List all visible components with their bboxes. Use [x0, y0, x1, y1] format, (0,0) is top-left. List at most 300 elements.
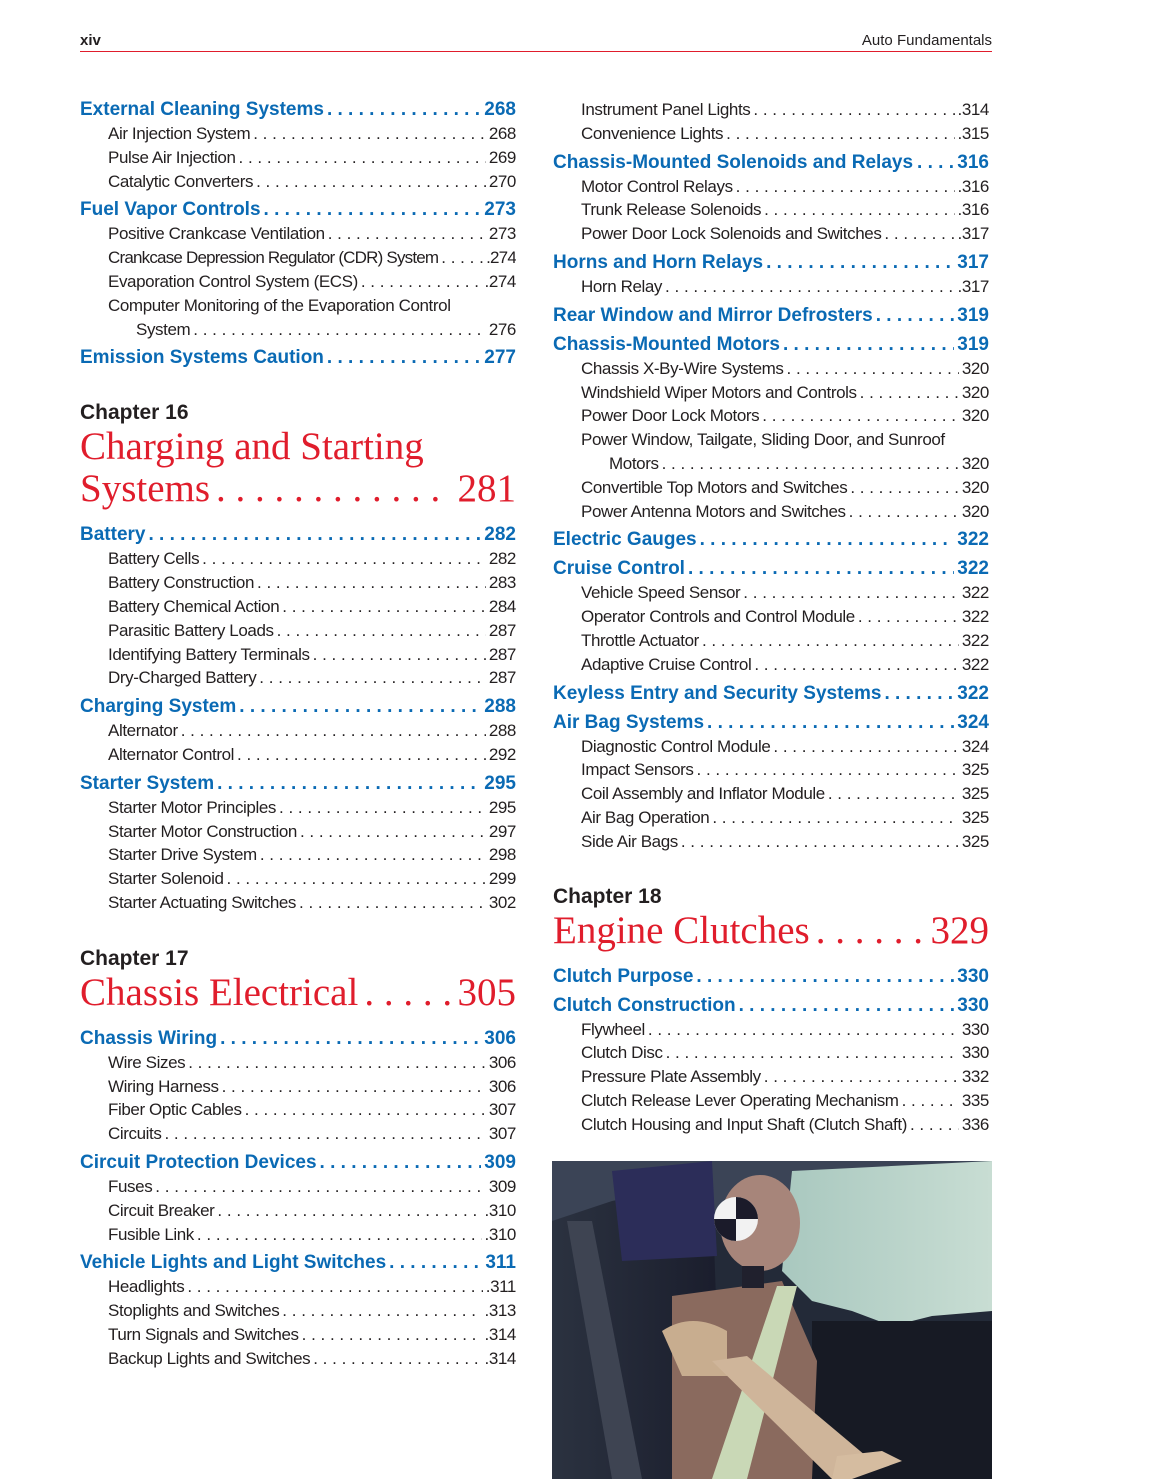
entry-title: Clutch Disc	[581, 1043, 663, 1063]
page-number: .313	[484, 1301, 516, 1321]
leader-dots	[773, 735, 958, 759]
page-number: .310	[484, 1224, 516, 1244]
section-title: External Cleaning Systems	[80, 99, 324, 120]
entry-title: Instrument Panel Lights	[581, 100, 751, 119]
toc-entry[interactable]	[553, 404, 989, 428]
page-number: 335	[961, 1090, 989, 1110]
leader-dots	[256, 170, 486, 194]
page-number: 299	[488, 869, 516, 889]
entry-title: Fuses	[108, 1176, 153, 1196]
chapter-label: Chapter 18	[553, 884, 662, 908]
toc-entry[interactable]	[80, 1323, 516, 1347]
page-number: 320	[961, 453, 989, 473]
entry-title: Crankcase Depression Regulator (CDR) System	[108, 248, 439, 268]
leader-dots	[245, 1098, 486, 1122]
page-number: 297	[488, 821, 516, 841]
toc-section[interactable]	[553, 528, 989, 552]
entry-title: Convertible Top Motors and Switches	[581, 477, 848, 497]
leader-dots	[193, 318, 486, 342]
leader-dots	[783, 333, 954, 357]
toc-section[interactable]	[80, 98, 516, 122]
toc-section[interactable]	[553, 682, 989, 706]
page-number: 311	[485, 1252, 516, 1274]
entry-title: Diagnostic Control Module	[581, 736, 771, 756]
entry-title: Alternator Control	[108, 744, 235, 764]
page-number: .317	[957, 276, 989, 296]
toc-entry[interactable]	[553, 275, 989, 299]
section-title: Horns and Horn Relays	[553, 251, 764, 273]
leader-dots	[697, 758, 959, 782]
page-number: 322	[961, 607, 989, 627]
page-number: .314	[484, 1348, 516, 1368]
toc-entry[interactable]	[80, 1275, 516, 1299]
toc-entry[interactable]	[80, 619, 516, 643]
page-number: 325	[961, 784, 989, 804]
leader-dots	[282, 1299, 481, 1323]
toc-section[interactable]	[553, 965, 989, 989]
page-number: 322	[961, 630, 989, 650]
section-title: Cruise Control	[553, 558, 685, 580]
chapter-title-text: Engine Clutches	[553, 909, 810, 952]
running-title: Auto Fundamentals	[861, 32, 992, 49]
chapter-title-line2: Systems	[80, 468, 211, 511]
section-title: Vehicle Lights and Light Switches	[80, 1252, 387, 1274]
chapter-title-continued[interactable]	[80, 468, 516, 510]
page-number: 320	[961, 358, 989, 378]
toc-entry[interactable]	[553, 381, 989, 405]
page-number: 288	[488, 721, 516, 741]
toc-entry[interactable]	[553, 758, 989, 782]
toc-right-column	[553, 98, 989, 1137]
leader-dots	[681, 830, 959, 854]
toc-section[interactable]	[553, 333, 989, 357]
toc-section[interactable]	[553, 304, 989, 328]
section-title: Circuit Protection Devices	[80, 1151, 317, 1173]
toc-entry[interactable]	[80, 246, 516, 270]
toc-entry[interactable]	[553, 1018, 989, 1042]
page-number: 322	[961, 654, 989, 674]
toc-entry[interactable]	[553, 605, 989, 629]
leader-dots	[764, 198, 954, 222]
leader-dots	[237, 743, 486, 767]
leader-dots	[648, 1018, 959, 1042]
page-number: 282	[488, 549, 516, 569]
toc-entry-wrapped[interactable]	[80, 294, 516, 318]
toc-entry[interactable]	[80, 1199, 516, 1223]
section-title: Clutch Construction	[553, 994, 736, 1016]
section-title: Air Bag Systems	[553, 711, 705, 733]
chapter-title[interactable]	[80, 972, 516, 1014]
section-title: Starter System	[80, 772, 215, 794]
section-title: Battery	[80, 524, 146, 546]
toc-section[interactable]	[553, 151, 989, 175]
toc-entry[interactable]	[553, 653, 989, 677]
page-number: 277	[484, 347, 516, 369]
leader-dots	[666, 1041, 959, 1065]
entry-title: Pressure Plate Assembly	[581, 1067, 761, 1087]
toc-entry[interactable]	[80, 595, 516, 619]
toc-entry[interactable]	[80, 643, 516, 667]
leader-dots	[707, 711, 954, 735]
toc-entry[interactable]	[553, 1041, 989, 1065]
toc-entry[interactable]	[80, 891, 516, 915]
page-number: .314	[957, 100, 989, 119]
toc-entry[interactable]	[553, 476, 989, 500]
entry-title: Circuit Breaker	[108, 1200, 215, 1220]
leader-dots	[257, 571, 486, 595]
page-number: 322	[957, 682, 989, 704]
page-number: 269	[488, 147, 516, 167]
toc-entry[interactable]	[553, 122, 989, 146]
page-number: 283	[488, 573, 516, 593]
page-number: 287	[488, 644, 516, 664]
section-title: Chassis-Mounted Motors	[553, 333, 780, 355]
leader-dots	[239, 146, 486, 170]
page-header	[80, 32, 992, 52]
entry-title: Air Injection System	[108, 124, 251, 143]
leader-dots	[662, 452, 959, 476]
toc-entry[interactable]	[553, 1065, 989, 1089]
toc-entry[interactable]	[80, 843, 516, 867]
leader-dots	[828, 782, 959, 806]
leader-dots	[313, 643, 486, 667]
entry-title: Turn Signals and Switches	[108, 1324, 299, 1344]
entry-title: Evaporation Control System (ECS)	[108, 271, 358, 291]
toc-entry[interactable]	[80, 1098, 516, 1122]
entry-title: Motor Control Relays	[581, 176, 733, 196]
toc-section[interactable]	[553, 557, 989, 581]
page-number: 273	[488, 224, 516, 244]
entry-title: Circuits	[108, 1124, 162, 1144]
leader-dots	[816, 910, 925, 952]
entry-title: Computer Monitoring of the Evaporation Control	[108, 295, 451, 315]
page-number: 316	[957, 151, 989, 173]
entry-title: Clutch Housing and Input Shaft (Clutch Shaft)	[581, 1114, 907, 1134]
section-title: Rear Window and Mirror Defrosters	[553, 304, 873, 326]
leader-dots	[753, 98, 954, 122]
toc-entry-continuation[interactable]	[553, 452, 989, 476]
entry-title: Wire Sizes	[108, 1052, 186, 1072]
leader-dots	[217, 1199, 481, 1223]
entry-title: Side Air Bags	[581, 831, 678, 851]
page-number: 302	[488, 892, 516, 912]
leader-dots	[739, 994, 955, 1018]
entry-title-continued: System	[136, 319, 191, 339]
page-number: 287	[488, 668, 516, 688]
toc-entry[interactable]	[80, 1347, 516, 1371]
leader-dots	[227, 867, 486, 891]
toc-entry[interactable]	[80, 796, 516, 820]
page-number: 288	[484, 696, 516, 718]
entry-title: Starter Actuating Switches	[108, 892, 297, 912]
entry-title: Operator Controls and Control Module	[581, 607, 855, 627]
page-number: 295	[488, 797, 516, 817]
leader-dots	[764, 1065, 959, 1089]
leader-dots	[328, 222, 486, 246]
entry-title: Parasitic Battery Loads	[108, 620, 274, 640]
leader-dots	[876, 304, 955, 328]
toc-entry[interactable]	[553, 735, 989, 759]
toc-entry[interactable]	[80, 1299, 516, 1323]
entry-title: Power Door Lock Motors	[581, 406, 760, 426]
entry-title: Starter Motor Principles	[108, 797, 277, 817]
section-title: Chassis Wiring	[80, 1027, 218, 1049]
section-title: Fuel Vapor Controls	[80, 199, 261, 221]
leader-dots	[320, 1151, 482, 1175]
entry-title: Dry-Charged Battery	[108, 668, 257, 688]
entry-title: Backup Lights and Switches	[108, 1348, 311, 1368]
toc-entry[interactable]	[80, 1051, 516, 1075]
toc-section[interactable]	[553, 711, 989, 735]
leader-dots	[277, 619, 486, 643]
toc-section[interactable]	[80, 346, 516, 370]
entry-title: Trunk Release Solenoids	[581, 200, 762, 220]
entry-title: Starter Solenoid	[108, 869, 224, 889]
entry-title: Fusible Link	[108, 1224, 194, 1244]
section-title: Chassis-Mounted Solenoids and Relays	[553, 151, 914, 173]
page-number: 320	[961, 477, 989, 497]
toc-entry[interactable]	[80, 743, 516, 767]
entry-title: Starter Drive System	[108, 845, 257, 865]
entry-title: Flywheel	[581, 1019, 645, 1039]
leader-dots	[202, 547, 486, 571]
leader-dots	[217, 772, 481, 796]
leader-dots	[787, 357, 959, 381]
leader-dots	[260, 843, 486, 867]
page-number: 325	[961, 831, 989, 851]
page-folio: xiv	[80, 32, 101, 49]
leader-dots	[188, 1051, 486, 1075]
leader-dots	[300, 820, 486, 844]
leader-dots	[302, 1323, 482, 1347]
entry-title: Coil Assembly and Inflator Module	[581, 784, 825, 804]
entry-title: Convenience Lights	[581, 123, 724, 143]
toc-entry[interactable]	[80, 719, 516, 743]
section-title: Keyless Entry and Security Systems	[553, 682, 882, 704]
toc-entry[interactable]	[553, 806, 989, 830]
page-number: 307	[488, 1124, 516, 1144]
leader-dots	[849, 500, 959, 524]
leader-dots	[220, 1027, 481, 1051]
toc-entry[interactable]	[80, 146, 516, 170]
toc-entry[interactable]	[80, 820, 516, 844]
toc-entry[interactable]	[553, 581, 989, 605]
toc-entry[interactable]	[553, 500, 989, 524]
leader-dots	[264, 198, 482, 222]
leader-dots	[279, 796, 486, 820]
leader-dots	[364, 972, 451, 1014]
page-number: 330	[957, 965, 989, 987]
toc-entry[interactable]	[80, 1175, 516, 1199]
entry-title: Chassis X-By-Wire Systems	[581, 358, 784, 378]
page-number: 284	[488, 596, 516, 616]
leader-dots	[327, 98, 481, 122]
page-number: 268	[488, 124, 516, 143]
page-number: 287	[488, 620, 516, 640]
chapter-label: Chapter 16	[80, 401, 189, 425]
entry-title: Vehicle Speed Sensor	[581, 583, 741, 603]
entry-title: Positive Crankcase Ventilation	[108, 224, 325, 244]
entry-title: Alternator	[108, 721, 178, 741]
section-title: Electric Gauges	[553, 529, 697, 551]
toc-entry[interactable]	[553, 175, 989, 199]
leader-dots	[259, 666, 486, 690]
leader-dots	[860, 381, 959, 405]
leader-dots	[181, 719, 486, 743]
toc-entry[interactable]	[553, 357, 989, 381]
toc-entry-wrapped[interactable]	[553, 428, 989, 452]
leader-dots	[197, 1223, 482, 1247]
entry-title: Battery Cells	[108, 549, 200, 569]
page-number: 306	[488, 1076, 516, 1096]
chapter-page-number: 329	[930, 909, 989, 952]
toc-section[interactable]	[80, 198, 516, 222]
page-number: 336	[961, 1114, 989, 1134]
page-number: 322	[957, 558, 989, 580]
leader-dots	[902, 1089, 959, 1113]
toc-entry[interactable]	[553, 98, 989, 122]
leader-dots	[858, 605, 959, 629]
page-number: .315	[957, 123, 989, 143]
page-number: 273	[484, 199, 516, 221]
toc-entry[interactable]	[553, 1113, 989, 1137]
entry-title: Impact Sensors	[581, 760, 694, 780]
toc-entry[interactable]	[80, 547, 516, 571]
page-number: 319	[957, 304, 989, 326]
leader-dots	[884, 682, 954, 706]
toc-entry[interactable]	[80, 571, 516, 595]
toc-section[interactable]	[553, 251, 989, 275]
page-number: 322	[961, 583, 989, 603]
toc-entry[interactable]	[553, 1089, 989, 1113]
page-number: 309	[488, 1176, 516, 1196]
entry-title: Throttle Actuator	[581, 630, 699, 650]
page-number: 295	[484, 772, 516, 794]
toc-section[interactable]	[80, 695, 516, 719]
leader-dots	[313, 1347, 481, 1371]
leader-dots	[736, 175, 955, 199]
page-number: .316	[957, 176, 989, 196]
leader-dots	[299, 891, 486, 915]
airbag-crash-test-photo	[552, 1161, 992, 1479]
page-number: 306	[484, 1027, 516, 1049]
toc-entry[interactable]	[80, 1122, 516, 1146]
page-number: 330	[961, 1043, 989, 1063]
entry-title: Air Bag Operation	[581, 807, 710, 827]
entry-title: Wiring Harness	[108, 1076, 219, 1096]
leader-dots	[766, 251, 954, 275]
toc-entry[interactable]	[553, 629, 989, 653]
page-number: 330	[961, 1019, 989, 1039]
chapter-label: Chapter 17	[80, 946, 189, 970]
entry-title: Starter Motor Construction	[108, 821, 297, 841]
page-number: 309	[484, 1151, 516, 1173]
chapter-title[interactable]: Charging and Starting	[80, 425, 424, 469]
toc-section[interactable]	[80, 1027, 516, 1051]
page-number: 320	[961, 406, 989, 426]
page-number: 306	[488, 1052, 516, 1072]
page-number: 332	[961, 1067, 989, 1087]
toc-entry[interactable]	[553, 222, 989, 246]
leader-dots	[361, 270, 482, 294]
leader-dots	[712, 806, 958, 830]
leader-dots	[164, 1122, 485, 1146]
page-number: 292	[488, 744, 516, 764]
leader-dots	[850, 476, 959, 500]
page-number: 322	[957, 529, 989, 551]
page-number: .274	[484, 271, 516, 291]
toc-section[interactable]	[80, 1251, 516, 1275]
toc-entry[interactable]	[553, 198, 989, 222]
crash-test-dummy-image	[552, 1161, 992, 1479]
page-number: 330	[957, 994, 989, 1016]
page-number: 320	[961, 501, 989, 521]
entry-title: Battery Chemical Action	[108, 596, 280, 616]
entry-title: Clutch Release Lever Operating Mechanism	[581, 1090, 899, 1110]
toc-entry[interactable]	[80, 1075, 516, 1099]
page-number: 324	[961, 736, 989, 756]
page-number: 324	[957, 711, 989, 733]
page-number: 307	[488, 1100, 516, 1120]
chapter-page-number: 281	[457, 468, 516, 511]
chapter-title[interactable]	[553, 910, 989, 952]
page-number: 268	[484, 99, 516, 120]
leader-dots	[665, 275, 954, 299]
leader-dots	[389, 1251, 482, 1275]
leader-dots	[910, 1113, 959, 1137]
toc-entry[interactable]	[80, 1223, 516, 1247]
toc-section[interactable]	[553, 994, 989, 1018]
page-number: 270	[488, 171, 516, 191]
toc-section[interactable]	[80, 523, 516, 547]
toc-entry[interactable]	[80, 270, 516, 294]
toc-entry[interactable]	[553, 830, 989, 854]
page-number: .274	[486, 248, 516, 268]
toc-entry[interactable]	[80, 222, 516, 246]
page-number: 325	[961, 760, 989, 780]
entry-title: Headlights	[108, 1277, 185, 1297]
leader-dots	[148, 523, 481, 547]
page-number: .316	[957, 200, 989, 220]
toc-section[interactable]	[80, 772, 516, 796]
leader-dots	[216, 468, 451, 510]
page-number: .311	[485, 1277, 516, 1297]
leader-dots	[441, 246, 483, 270]
toc-entry[interactable]	[80, 867, 516, 891]
leader-dots	[688, 557, 954, 581]
toc-entry[interactable]	[80, 170, 516, 194]
entry-title: Power Antenna Motors and Switches	[581, 501, 846, 521]
leader-dots	[700, 528, 955, 552]
page-number: 282	[484, 524, 516, 546]
entry-title: Power Window, Tailgate, Sliding Door, and Sunroof	[581, 430, 945, 450]
toc-entry-continuation[interactable]	[80, 318, 516, 342]
page-number: 325	[961, 807, 989, 827]
leader-dots	[187, 1275, 482, 1299]
section-title: Emission Systems Caution	[80, 347, 324, 369]
toc-entry[interactable]	[80, 122, 516, 146]
entry-title: Windshield Wiper Motors and Controls	[581, 382, 857, 402]
leader-dots	[726, 122, 954, 146]
toc-entry[interactable]	[553, 782, 989, 806]
leader-dots	[917, 151, 953, 175]
entry-title: Power Door Lock Solenoids and Switches	[581, 224, 882, 244]
toc-entry[interactable]	[80, 666, 516, 690]
leader-dots	[754, 653, 958, 677]
toc-section[interactable]	[80, 1151, 516, 1175]
leader-dots	[155, 1175, 486, 1199]
entry-title-continued: Motors	[609, 453, 659, 473]
